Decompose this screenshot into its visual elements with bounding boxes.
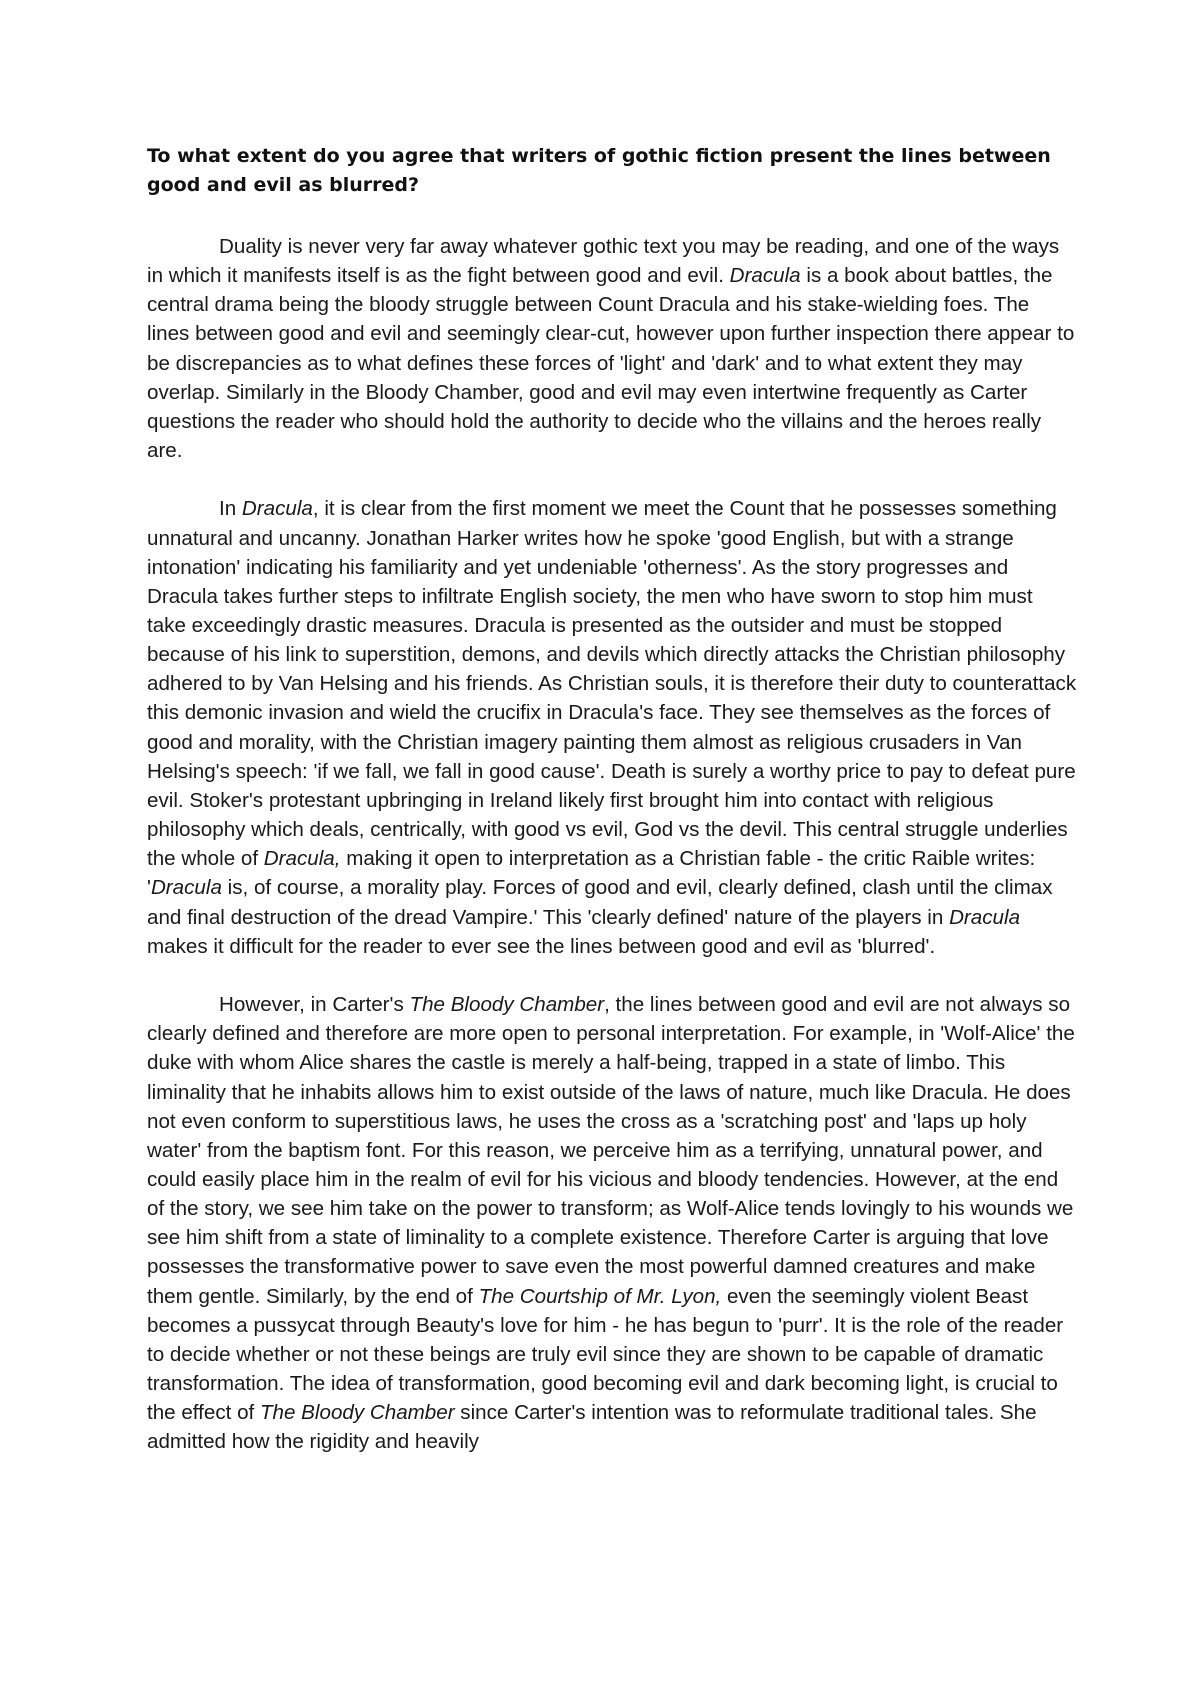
text-run: even the seemingly violent Beast becomes a pussycat through Beauty's love for him - he has begun to 'purr'. It is the role of the reader to decide whether or not these beings are truly evil since they are shown to be capable of dramatic transformation. The idea of transformation, good becoming evil and dark becoming light, is crucial to the effect of (147, 1284, 1064, 1425)
text-run: Duality is never very far away whatever gothic text you may be reading, and one of the ways in which it manifests itself is as the fight between good and evil. (147, 235, 1060, 288)
paragraph-3 (147, 990, 1077, 1457)
text-run-italic: The Courtship of Mr. Lyon, (478, 1284, 722, 1308)
text-run: , it is clear from the first moment we meet the Count that he possesses something unnatural and uncanny. Jonathan Harker writes how he spoke 'good English, but with a strange intonation' indicating his familiarity and yet undeniable 'otherness'. As the story progresses and Dracula takes further steps to infiltrate English society, the men who have sworn to stop him must take exceedingly drastic measures. Dracula is presented as the outsider and must be stopped because of his link to superstition, demons, and devils which directly attacks the Christian philosophy adhered to by Van Helsing and his friends. As Christian souls, it is therefore their duty to counterattack this demonic invasion and wield the crucifix in Dracula's face. They see themselves as the forces of good and morality, with the Christian imagery painting them almost as religious crusaders in Van Helsing's speech: 'if we fall, we fall in good cause'. Death is surely a worthy price to pay to defeat pure evil. Stoker's protestant upbringing in Ireland likely first brought him into contact with religious philosophy which deals, centrically, with good vs evil, God vs the devil. This central struggle underlies the whole of (147, 497, 1077, 871)
text-run-italic: Dracula (150, 876, 222, 900)
text-run-italic: Dracula, (263, 847, 341, 871)
text-run: makes it difficult for the reader to ever see the lines between good and evil as 'blurred'. (147, 934, 936, 958)
text-run-italic: Dracula (729, 264, 801, 288)
paragraph-1 (147, 232, 1077, 465)
text-run: making it open to interpretation as a Christian fable - the critic Raible writes: ' (147, 847, 1036, 900)
text-run: since Carter's intention was to reformulate traditional tales. She admitted how the rigidity and heavily (147, 1401, 1037, 1454)
essay-body (147, 232, 1077, 1457)
text-run: is, of course, a morality play. Forces of good and evil, clearly defined, clash until the climax and final destruction of the dread Vampire.' This 'clearly defined' nature of the players in (147, 876, 1053, 929)
essay-title: To what extent do you agree that writers of gothic fiction present the lines between good and evil as blurred? (147, 145, 1051, 196)
text-run: However, in Carter's (219, 993, 410, 1017)
text-run-italic: The Bloody Chamber (409, 993, 605, 1017)
paragraph-2 (147, 494, 1077, 961)
text-run: In (219, 497, 242, 521)
text-run: , the lines between good and evil are not always so clearly defined and therefore are more open to personal interpretation. For example, in 'Wolf-Alice' the duke with whom Alice shares the castle is merely a half-being, trapped in a state of limbo. This liminality that he inhabits allows him to exist outside of the laws of nature, much like Dracula. He does not even conform to superstitious laws, he uses the cross as a 'scratching post' and 'laps up holy water' from the baptism font. For this reason, we perceive him as a terrifying, unnatural power, and could easily place him in the realm of evil for his vicious and bloody tendencies. However, at the end of the story, we see him take on the power to transform; as Wolf-Alice tends lovingly to his wounds we see him shift from a state of liminality to a complete existence. Therefore Carter is arguing that love possesses the transformative power to save even the most powerful damned creatures and make them gentle. Similarly, by the end of (147, 993, 1075, 1308)
text-run-italic: The Bloody Chamber (259, 1401, 455, 1425)
text-run-italic: Dracula (949, 905, 1021, 929)
text-run-italic: Dracula (241, 497, 313, 521)
text-run: is a book about battles, the central drama being the bloody struggle between Count Dracula and his stake-wielding foes. The lines between good and evil and seemingly clear-cut, however upon further inspection there appear to be discrepancies as to what defines these forces of 'light' and 'dark' and to what extent they may overlap. Similarly in the Bloody Chamber, good and evil may even intertwine frequently as Carter questions the reader who should hold the authority to decide who the villains and the heroes really are. (147, 264, 1075, 463)
